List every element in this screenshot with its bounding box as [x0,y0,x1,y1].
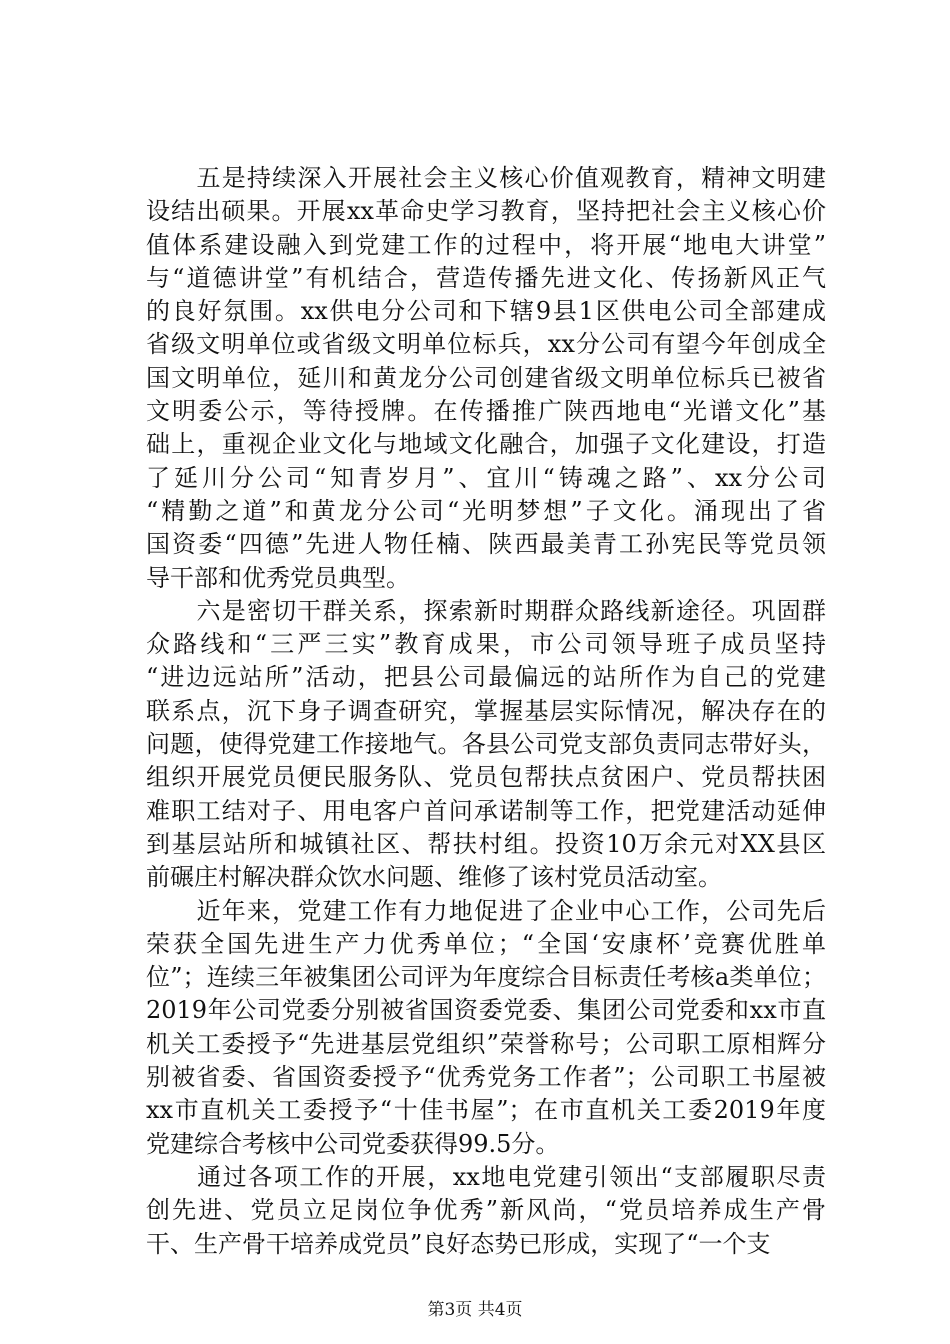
paragraph [146,595,826,895]
paragraph [146,895,826,1161]
text-line: 五是持续深入开展社会主义核心价值观教育，精神文明建 [146,164,826,192]
text-line: 通过各项工作的开展，xx地电党建引领出“支部履职尽责 [146,1162,826,1191]
text-line: 难职工结对子、用电客户首问承诺制等工作，把党建活动延伸 [146,796,826,825]
text-line: 2019年公司党委分别被省国资委党委、集团公司党委和xx市直 [146,996,826,1025]
text-line: 的良好氛围。xx供电分公司和下辖9县1区供电公司全部建成 [146,297,826,326]
text-line: 党建综合考核中公司党委获得99.5分。 [146,1129,560,1158]
text-line: 荣获全国先进生产力优秀单位；“全国‘安康杯’竞赛优胜单 [146,929,826,958]
text-line: 六是密切干群关系，探索新时期群众路线新途径。巩固群 [146,596,826,625]
text-line: 与“道德讲堂”有机结合，营造传播先进文化、传扬新风正气 [146,263,826,292]
text-line: 设结出硕果。开展xx革命史学习教育，坚持把社会主义核心价 [146,197,826,226]
text-line: 问题，使得党建工作接地气。各县公司党支部负责同志带好头， [146,730,826,759]
text-line: 文明委公示，等待授牌。在传播推广陕西地电“光谱文化”基 [146,397,826,426]
text-line: 近年来，党建工作有力地促进了企业中心工作，公司先后 [146,896,826,925]
text-line: 别被省委、省国资委授予“优秀党务工作者”；公司职工书屋被 [146,1063,826,1092]
text-line: 值体系建设融入到党建工作的过程中，将开展“地电大讲堂” [146,230,826,259]
text-line: 省级文明单位或省级文明单位标兵，xx分公司有望今年创成全 [146,330,826,359]
text-line: 组织开展党员便民服务队、党员包帮扶点贫困户、党员帮扶困 [146,763,826,792]
text-line: 国文明单位，延川和黄龙分公司创建省级文明单位标兵已被省 [146,363,826,392]
paragraph [146,162,826,595]
text-line: 到基层站所和城镇社区、帮扶村组。投资10万余元对XX县区 [146,829,826,858]
text-line: 众路线和“三严三实”教育成果，市公司领导班子成员坚持 [146,630,826,659]
text-line: 联系点，沉下身子调查研究，掌握基层实际情况，解决存在的 [146,696,826,725]
text-line: 机关工委授予“先进基层党组织”荣誉称号；公司职工原相辉分 [146,1029,826,1058]
page-number-label: 第3页 共4页 [427,1300,523,1320]
text-line: 础上，重视企业文化与地域文化融合，加强子文化建设，打造 [146,430,826,459]
text-line: 了延川分公司“知青岁月”、宜川“铸魂之路”、xx分公司 [146,463,826,492]
text-line: 国资委“四德”先进人物任楠、陕西最美青工孙宪民等党员领 [146,530,826,559]
text-line: 导干部和优秀党员典型。 [146,563,410,592]
paragraph [146,1161,826,1261]
text-line: 干、生产骨干培养成党员”良好态势已形成，实现了“一个支 [146,1229,771,1258]
document-body [146,162,826,1261]
text-line: xx市直机关工委授予“十佳书屋”；在市直机关工委2019年度 [146,1096,826,1125]
page-footer [0,1295,950,1320]
text-line: “精勤之道”和黄龙分公司“光明梦想”子文化。涌现出了省 [146,496,826,525]
text-line: 位”；连续三年被集团公司评为年度综合目标责任考核a类单位； [146,963,826,992]
text-line: “进边远站所”活动，把县公司最偏远的站所作为自己的党建 [146,663,826,692]
text-line: 前碾庄村解决群众饮水问题、维修了该村党员活动室。 [146,863,722,892]
text-line: 创先进、党员立足岗位争优秀”新风尚，“党员培养成生产骨 [146,1196,826,1225]
